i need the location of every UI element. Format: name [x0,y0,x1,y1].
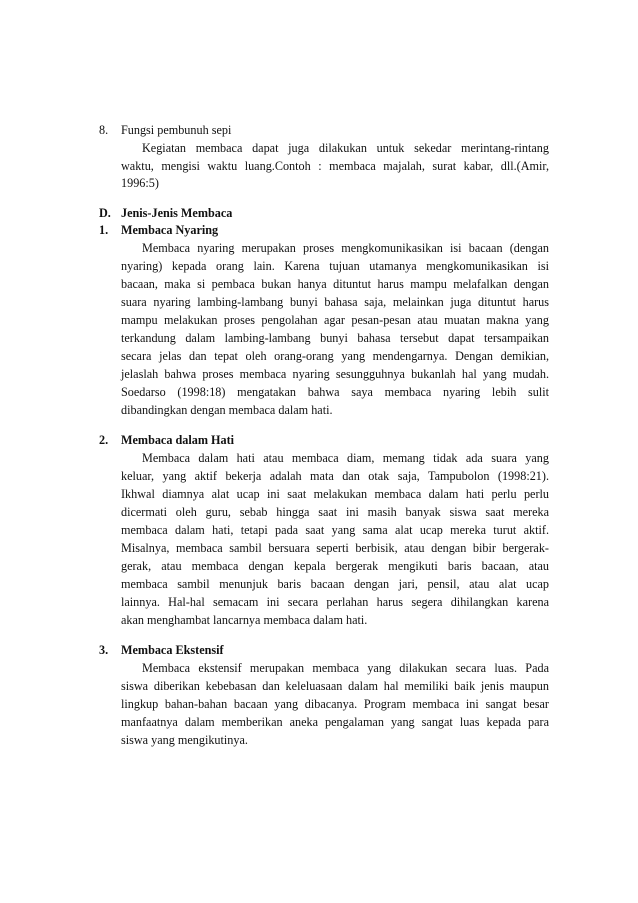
paragraph-line: keluar, yang aktif bekerja adalah mata dan otak saja, Tampubolon (1998:21). [121,469,549,483]
paragraph-line: lingkup bahan-bahan bacaan yang dibacanya. Program membaca ini sangat besar [121,697,549,711]
paragraph-line: bacaan, maka si pembaca bukan hanya dituntut harus mampu melafalkan dengan [121,277,549,291]
paragraph-line: Membaca ekstensif merupakan membaca yang dilakukan secara luas. Pada [142,661,549,675]
paragraph-line: siswa diberikan kebebasan dan keleluasaan dalam hal memiliki baik jenis maupun [121,679,549,693]
paragraph-line: Soedarso (1998:18) mengatakan bahwa saya membaca nyaring lebih sulit [121,385,549,399]
item-number: 8. [99,123,109,137]
paragraph-line: membaca sambil menunjuk baris bacaan dengan jari, pensil, atau alat ucap [121,577,549,591]
paragraph-line: lainnya. Hal-hal semacam ini secara perlahan harus segera dihilangkan karena [121,595,549,609]
paragraph-line: Ikhwal diamnya alat ucap ini saat melakukan membaca dalam hati perlu perlu [121,487,549,501]
subsection-heading: Membaca Ekstensif [121,643,224,657]
paragraph-line: Membaca dalam hati atau membaca diam, memang tidak ada suara yang [142,451,549,465]
paragraph-line: jelaslah bahwa proses membaca nyaring sesungguhnya bukanlah hal yang mudah. [121,367,549,381]
paragraph-line: manfaatnya dalam memberikan aneka pengalaman yang sangat luas kepada para [121,715,549,729]
paragraph-line: siswa yang mengikutinya. [121,733,248,747]
paragraph-line: Membaca nyaring merupakan proses mengkomunikasikan isi bacaan (dengan [142,241,549,255]
paragraph-line: Kegiatan membaca dapat juga dilakukan untuk sekedar merintang-rintang [142,141,549,155]
paragraph-line: membaca dalam hati, tetapi pada saat yang sama alat ucap mereka turut aktif. [121,523,549,537]
paragraph-line: 1996:5) [121,176,159,190]
paragraph-line: waktu, mengisi waktu luang.Contoh : membaca majalah, surat kabar, dll.(Amir, [121,159,549,173]
section-number: D. [99,206,111,220]
subsection-heading: Membaca Nyaring [121,223,219,237]
item-heading: Fungsi pembunuh sepi [121,123,232,137]
paragraph-line: mampu melakukan proses pengolahan agar pesan-pesan atau muatan makna yang [121,313,549,327]
paragraph-line: dibandingkan dengan membaca dalam hati. [121,403,333,417]
paragraph-line: terkandung dalam lambing-lambang bunyi bahasa tersebut dapat tersampaikan [121,331,549,345]
subsection-heading: Membaca dalam Hati [121,433,235,447]
paragraph-line: nyaring) kepada orang lain. Karena tujuan utamanya mengkomunikasikan isi [121,259,549,273]
paragraph-line: gerak, atau membaca dengan kepala bergerak mengikuti baris bacaan, atau [121,559,549,573]
subsection-number: 2. [99,433,109,447]
paragraph-line: dicermati oleh guru, sebab hingga saat ini masih banyak siswa saat mereka [121,505,549,519]
paragraph-line: suara nyaring lambing-lambang bunyi bahasa saja, melainkan juga dituntut harus [121,295,549,309]
paragraph-line: Misalnya, membaca sambil bersuara seperti berbisik, atau dengan bibir bergerak- [121,541,549,555]
subsection-number: 3. [99,643,109,657]
paragraph-line: secara jelas dan tepat oleh orang-orang yang mendengarnya. Dengan demikian, [121,349,549,363]
section-heading: Jenis-Jenis Membaca [121,206,233,220]
paragraph-line: akan menghambat lancarnya membaca dalam hati. [121,613,368,627]
subsection-number: 1. [99,223,109,237]
